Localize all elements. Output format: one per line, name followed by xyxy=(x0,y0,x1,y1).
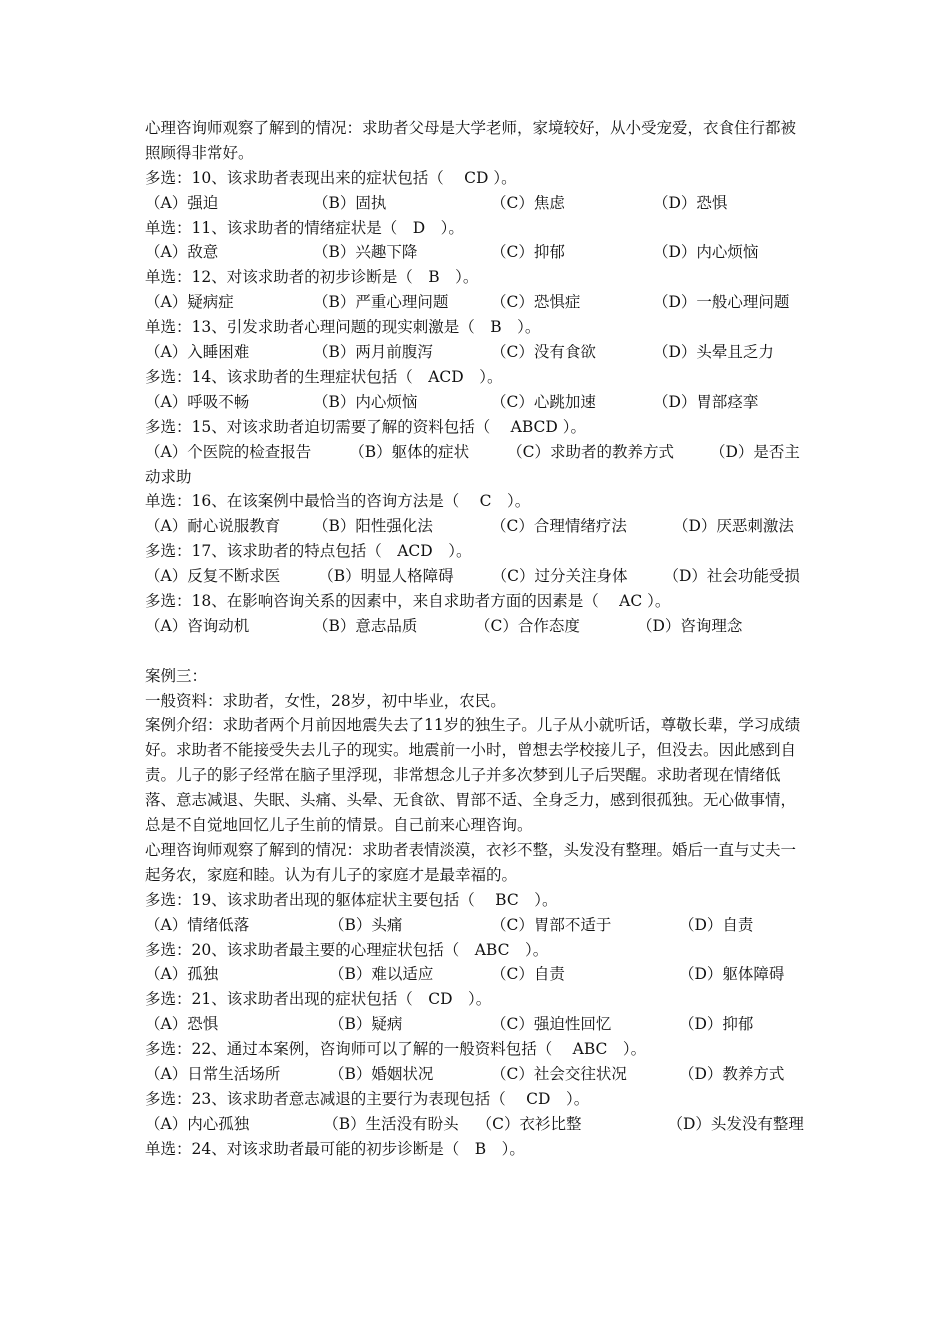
option-c: （C）强迫性回忆 xyxy=(491,1015,612,1034)
option-b: （B）固执 xyxy=(313,193,387,212)
options-17 xyxy=(145,564,808,589)
option-b: （B）阳性强化法 xyxy=(313,517,433,536)
options-15 xyxy=(145,440,808,490)
options-13 xyxy=(145,340,808,365)
option-c: （C）合理情绪疗法 xyxy=(491,517,627,536)
option-c: （C）抑郁 xyxy=(491,243,565,262)
options-12 xyxy=(145,290,808,315)
option-b: （B）生活没有盼头 xyxy=(323,1114,459,1133)
option-d: （D）躯体障碍 xyxy=(679,965,785,984)
option-d: （D）内心烦恼 xyxy=(653,243,759,262)
case3-observation: 心理咨询师观察了解到的情况：求助者表情淡漠，衣衫不整，头发没有整理。婚后一直与丈夫一起务农，家庭和睦。认为有儿子的家庭才是最幸福的。 xyxy=(145,840,797,884)
option-a: （A）耐心说服教育 xyxy=(145,517,281,536)
option-c: （C）恐惧症 xyxy=(491,293,581,312)
option-a: （A）敌意 xyxy=(145,243,219,262)
option-c: （C）心跳加速 xyxy=(491,392,596,411)
options-22 xyxy=(145,1062,808,1087)
option-d: （D）头发没有整理 xyxy=(667,1114,804,1133)
option-d: （D）胃部痉挛 xyxy=(653,392,759,411)
option-b: （B）疑病 xyxy=(329,1015,403,1034)
option-d: （D）社会功能受损 xyxy=(663,567,800,586)
option-d: （D）头晕且乏力 xyxy=(653,343,774,362)
document-page xyxy=(145,116,808,1162)
option-d: （D）一般心理问题 xyxy=(653,293,790,312)
option-d: （D）是否主动求助 xyxy=(145,442,800,486)
option-c: （C）社会交往状况 xyxy=(491,1065,627,1084)
question-24: 单选：24、对该求助者最可能的初步诊断是（ B ）。 xyxy=(145,1139,525,1158)
case2-observation: 心理咨询师观察了解到的情况：求助者父母是大学老师，家境较好，从小受宠爱，衣食住行都被照顾得非常好。 xyxy=(145,119,797,162)
question-18: 多选：18、在影响咨询关系的因素中，来自求助者方面的因素是（ AC ）。 xyxy=(145,592,671,610)
question-10: 多选：10、该求助者表现出来的症状包括（ CD ）。 xyxy=(145,168,517,187)
question-16: 单选：16、在该案例中最恰当的咨询方法是（ C ）。 xyxy=(145,492,531,511)
case3-general-info: 一般资料：求助者，女性，28岁，初中毕业，农民。 xyxy=(145,691,506,710)
option-a: （A）呼吸不畅 xyxy=(145,392,250,411)
question-19: 多选：19、该求助者出现的躯体症状主要包括（ BC ）。 xyxy=(145,890,558,909)
question-20: 多选：20、该求助者最主要的心理症状包括（ ABC ）。 xyxy=(145,940,549,959)
option-b: （B）内心烦恼 xyxy=(313,392,418,411)
option-c: （C）合作态度 xyxy=(475,616,580,635)
option-c: （C）胃部不适于 xyxy=(491,915,612,934)
option-d: （D）咨询理念 xyxy=(637,616,743,635)
question-14: 多选：14、该求助者的生理症状包括（ ACD ）。 xyxy=(145,367,503,386)
option-c: （C）没有食欲 xyxy=(491,343,596,362)
case3-introduction: 案例介绍：求助者两个月前因地震失去了11岁的独生子。儿子从小就听话，尊敬长辈，学习成绩好。求助者不能接受失去儿子的现实。地震前一小时，曾想去学校接儿子，但没去。因此感到自责。儿子的影子经常在脑子里浮现，非常想念儿子并多次梦到儿子后哭醒。求助者现在情绪低落、意志减退、失眠、头痛、头晕、无食欲、胃部不适、全身乏力，感到很孤独。无心做事情，总是不自觉地回忆儿子生前的情景。自己前来心理咨询。 xyxy=(145,716,801,835)
option-d: （D）厌恶刺激法 xyxy=(673,517,794,536)
question-21: 多选：21、该求助者出现的症状包括（ CD ）。 xyxy=(145,990,492,1009)
option-b: （B）兴趣下降 xyxy=(313,243,418,262)
option-a: （A）孤独 xyxy=(145,965,219,984)
option-d: （D）自责 xyxy=(679,915,754,934)
question-13: 单选：13、引发求助者心理问题的现实刺激是（ B ）。 xyxy=(145,318,541,337)
question-11: 单选：11、该求助者的情绪症状是（ D ）。 xyxy=(145,218,464,237)
option-a: （A）疑病症 xyxy=(145,293,234,312)
option-d: （D）恐惧 xyxy=(653,193,728,212)
option-a: （A）反复不断求医 xyxy=(145,567,281,586)
option-a: （A）强迫 xyxy=(145,193,219,212)
option-a: （A）个医院的检查报告 xyxy=(145,442,312,461)
options-21 xyxy=(145,1012,808,1037)
option-a: （A）恐惧 xyxy=(145,1015,219,1034)
option-a: （A）入睡困难 xyxy=(145,343,250,362)
option-b: （B）躯体的症状 xyxy=(349,442,470,461)
question-12: 单选：12、对该求助者的初步诊断是（ B ）。 xyxy=(145,268,479,287)
option-d: （D）抑郁 xyxy=(679,1015,754,1034)
options-23 xyxy=(145,1112,808,1137)
option-a: （A）内心孤独 xyxy=(145,1114,250,1133)
option-b: （B）明显人格障碍 xyxy=(318,567,454,586)
option-a: （A）咨询动机 xyxy=(145,616,250,635)
option-c: （C）过分关注身体 xyxy=(491,567,628,586)
option-c: （C）焦虑 xyxy=(491,193,565,212)
options-14 xyxy=(145,390,808,415)
options-19 xyxy=(145,913,808,938)
option-c: （C）求助者的教养方式 xyxy=(507,442,674,461)
option-c: （C）衣衫比整 xyxy=(476,1114,582,1133)
question-22: 多选：22、通过本案例，咨询师可以了解的一般资料包括（ ABC ）。 xyxy=(145,1040,647,1059)
option-b: （B）婚姻状况 xyxy=(329,1065,434,1084)
options-11 xyxy=(145,240,808,265)
option-b: （B）头痛 xyxy=(329,915,403,934)
option-a: （A）日常生活场所 xyxy=(145,1065,281,1084)
option-b: （B）两月前腹泻 xyxy=(313,343,433,362)
option-c: （C）自责 xyxy=(491,965,565,984)
case3-title: 案例三： xyxy=(145,666,208,685)
option-b: （B）意志品质 xyxy=(313,616,418,635)
options-16 xyxy=(145,514,808,539)
option-b: （B）难以适应 xyxy=(329,965,434,984)
option-a: （A）情绪低落 xyxy=(145,915,250,934)
options-20 xyxy=(145,962,808,987)
question-17: 多选：17、该求助者的特点包括（ ACD ）。 xyxy=(145,542,472,561)
question-23: 多选：23、该求助者意志减退的主要行为表现包括（ CD ）。 xyxy=(145,1089,590,1108)
question-15: 多选：15、对该求助者迫切需要了解的资料包括（ ABCD ）。 xyxy=(145,417,586,436)
option-b: （B）严重心理问题 xyxy=(313,293,449,312)
option-d: （D）教养方式 xyxy=(679,1065,785,1084)
options-18 xyxy=(145,614,808,639)
options-10 xyxy=(145,191,808,216)
